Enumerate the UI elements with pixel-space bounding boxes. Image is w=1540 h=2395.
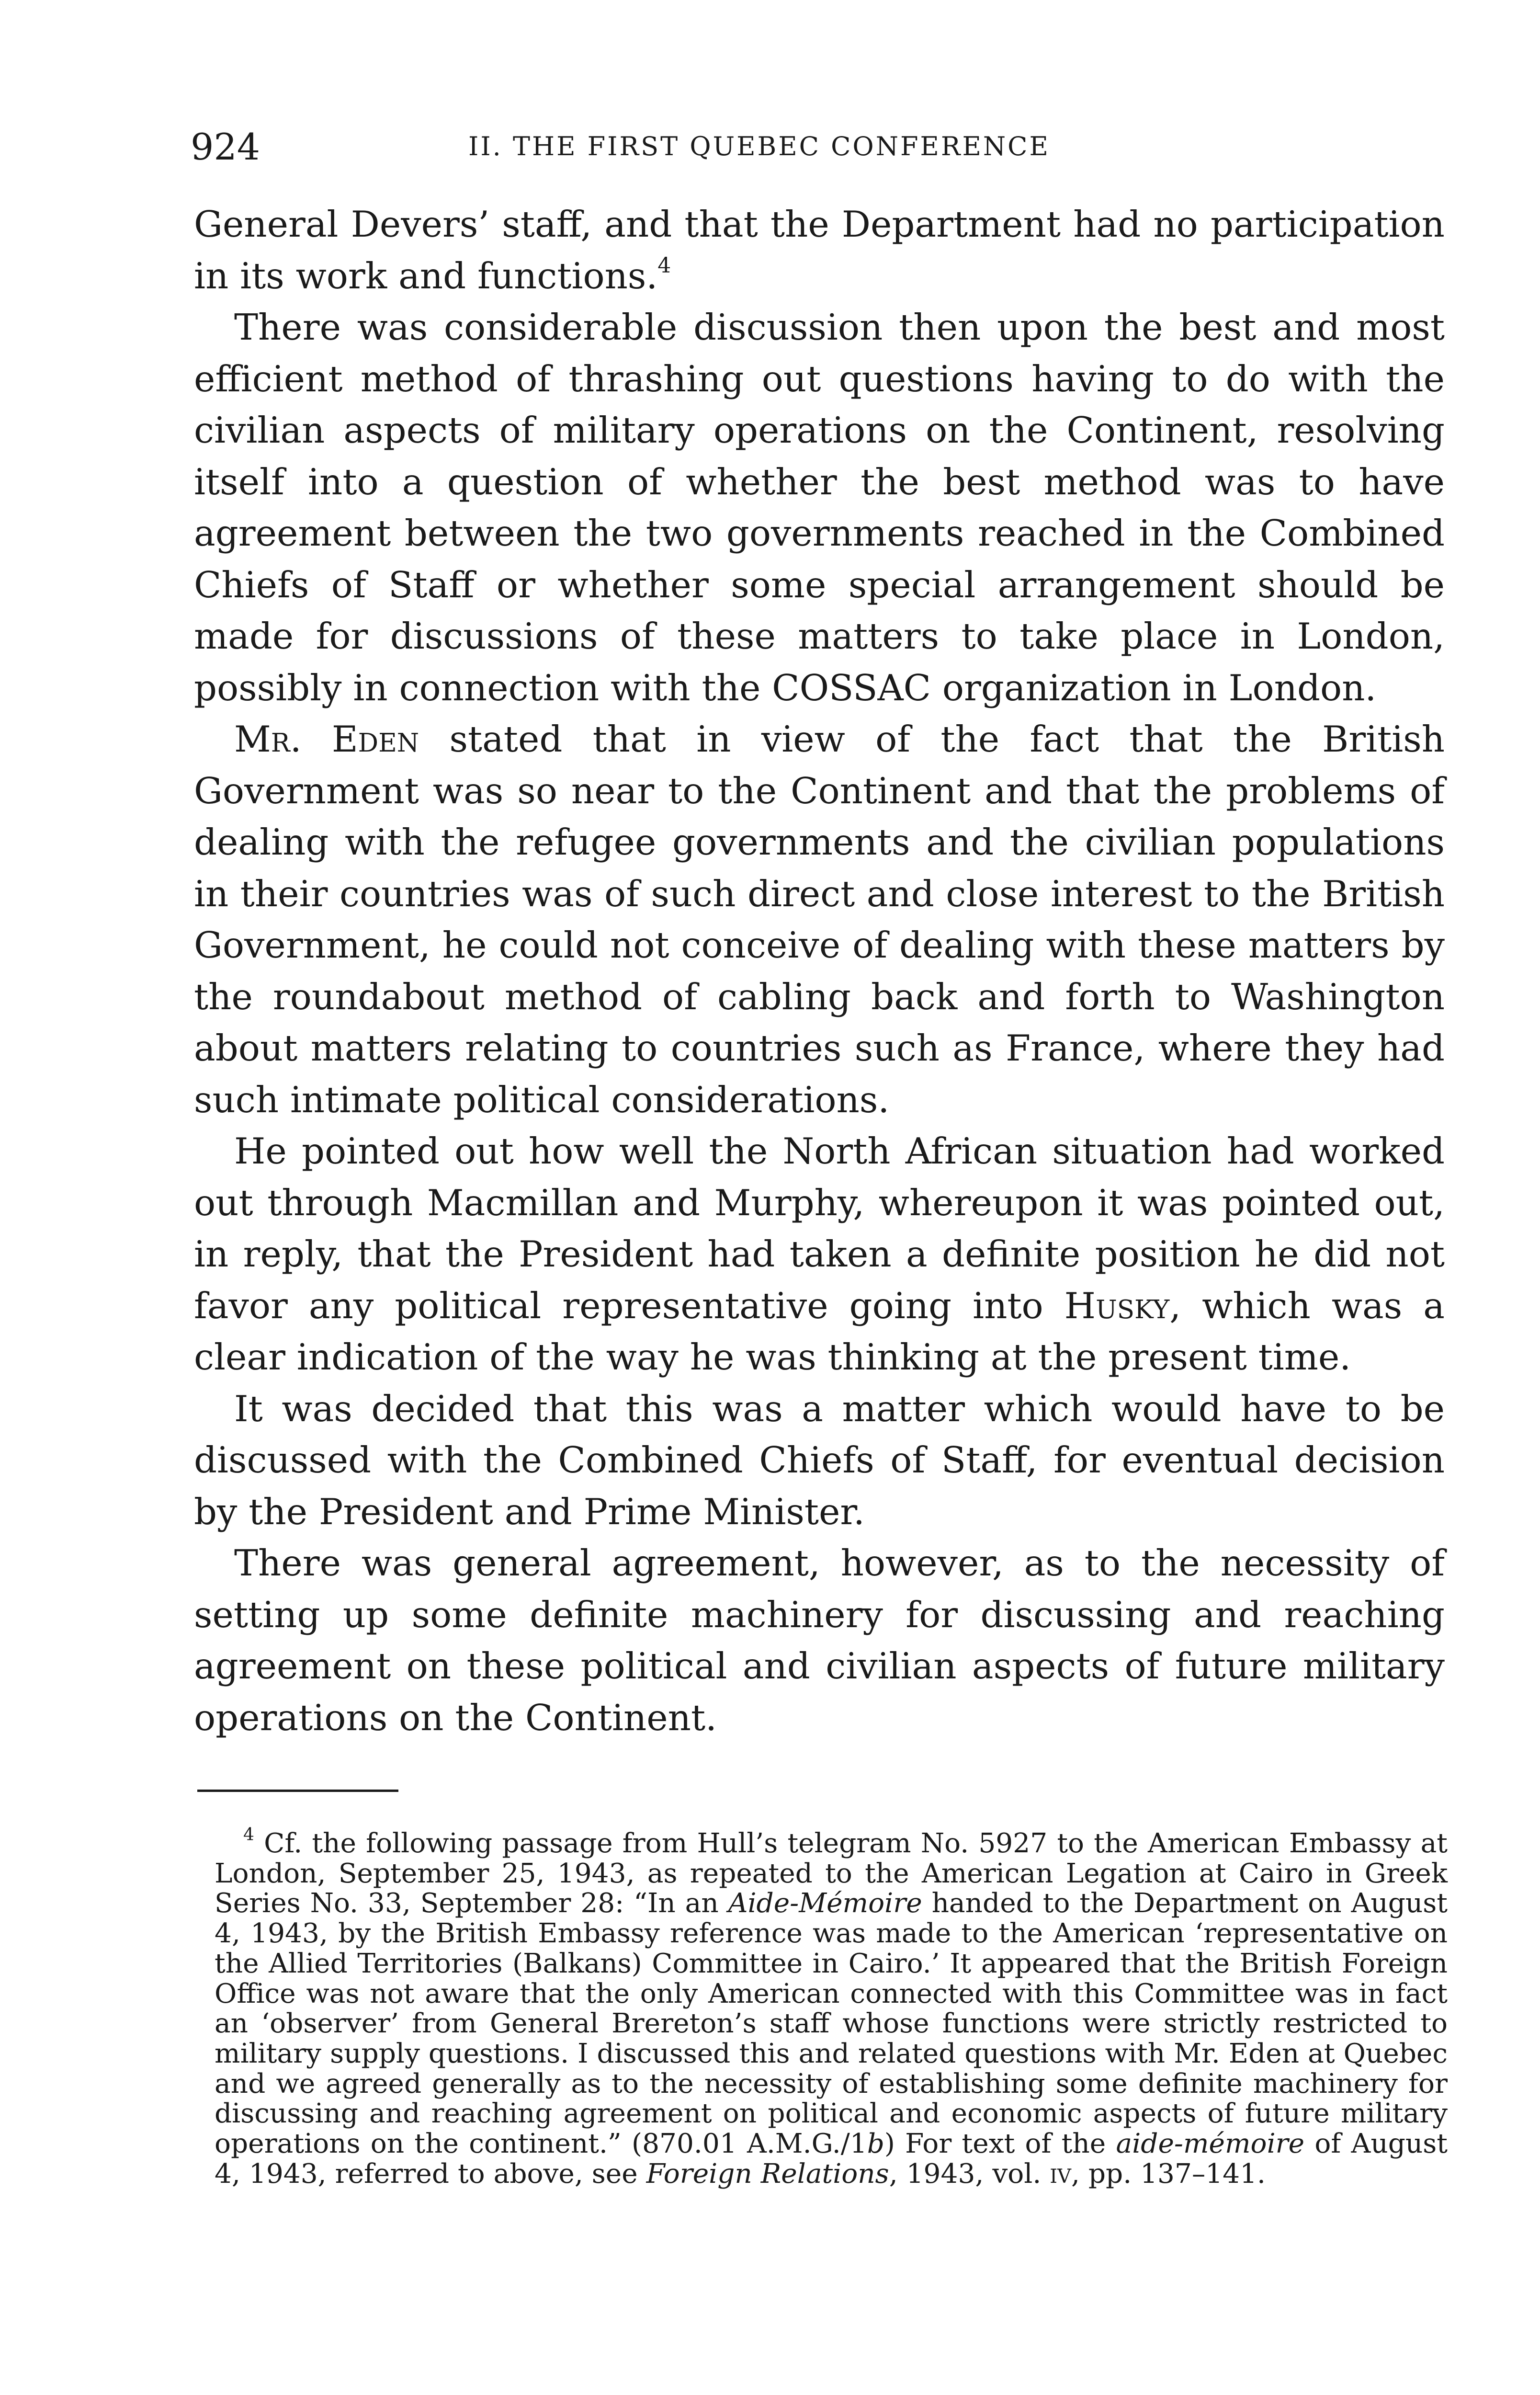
paragraph: [194, 302, 1445, 714]
footnote-text: ) For text of the: [884, 2128, 1116, 2160]
footnote-text: of August 4, 1943, referred to above, see: [215, 2128, 1448, 2190]
paragraph: [194, 714, 1445, 1126]
paragraph-text: It was decided that this was a matter which would have to be discussed with the Combined Chiefs of Staff, for eventual decision by the President and Prime Minister.: [194, 1387, 1445, 1533]
paragraph-text: stated that in view of the fact that the British Government was so near to the Continent and that the problems of dealing with the refugee governments and the civilian populations in their countries was of such direct and close interest to the British Government, he could not conceive of dealing with these matters by the roundabout method of cabling back and forth to Washington about matters relating to countries such as France, where they had such intimate political considerations.: [194, 718, 1445, 1121]
paragraph-text: He pointed out how well the North African situation had worked out through Macmillan and Murphy, whereupon it was pointed out, in reply, that the President had taken a definite position he did not favor any political representative going into: [194, 1130, 1445, 1327]
paragraph: [194, 1538, 1445, 1744]
paragraph-text: General Devers’ staff, and that the Department had no participation in its work and functions.: [194, 203, 1445, 297]
footnote-italic: Aide-Mémoire: [728, 1888, 922, 1919]
paragraph: [194, 1126, 1445, 1383]
footnote-text: , pp. 137–141.: [1071, 2158, 1266, 2190]
speaker-name: Mr. Eden: [234, 718, 419, 760]
page-header: [191, 125, 1445, 169]
paragraph: [194, 1383, 1445, 1538]
paragraph-text: , which was a clear indication of the way he was thinking at the present time.: [194, 1284, 1445, 1378]
paragraph-text: There was considerable discussion then upon the best and most efficient method of thrashing out questions having to do with the civilian aspects of military operations on the Continent, resolving itself into a question of whether the best method was to have agreement between the two governments reached in the Combined Chiefs of Staff or whether some special arrangement should be made for discussions of these matters to take place in London, possibly in connection with the COSSAC organization in London.: [194, 306, 1445, 709]
running-head: II. THE FIRST QUEBEC CONFERENCE: [468, 131, 1050, 161]
paragraph-text: There was general agreement, however, as to the necessity of setting up some definite machinery for discussing and reaching agreement on these political and civilian aspects of future military operations on the Continent.: [194, 1542, 1445, 1739]
footnote-italic: aide-mémoire: [1116, 2128, 1305, 2160]
footnote-reference: 4: [657, 253, 671, 278]
paragraph-continued: [194, 199, 1445, 302]
operation-codename: Husky: [1064, 1284, 1170, 1327]
volume-number: iv: [1050, 2158, 1071, 2190]
footnote-italic: Foreign Relations: [646, 2158, 889, 2190]
footnote-text: , 1943, vol.: [889, 2158, 1050, 2190]
footnote-text: handed to the Department on August 4, 1943, by the British Embassy reference was made to the American ‘representative on the Allied Territories (Balkans) Committee in Cairo.’ It appeared that the British Foreign Office was not aware that the only American connected with this Committee was in fact an ‘observer’ from General Brereton’s staff whose functions were strictly restricted to military supply questions. I discussed this and related questions with Mr. Eden at Quebec and we agreed generally as to the necessity of establishing some definite machinery for discussing and reaching agreement on political and economic aspects of future military operations on the continent.” (870.01 A.M.G./1: [215, 1888, 1448, 2160]
footnote-divider: [197, 1790, 398, 1792]
footnote-marker: 4: [243, 1825, 254, 1845]
body-text: [194, 199, 1445, 1744]
page-number: 924: [191, 125, 260, 168]
footnote-text: Cf. the following passage from Hull’s telegram No. 5927 to the American Embassy at London, September 25, 1943, as repeated to the American Legation at Cairo in Greek Series No. 33, September 28: “In an: [215, 1828, 1448, 1919]
footnote: [215, 1825, 1448, 2190]
footnote-italic: b: [867, 2128, 884, 2160]
